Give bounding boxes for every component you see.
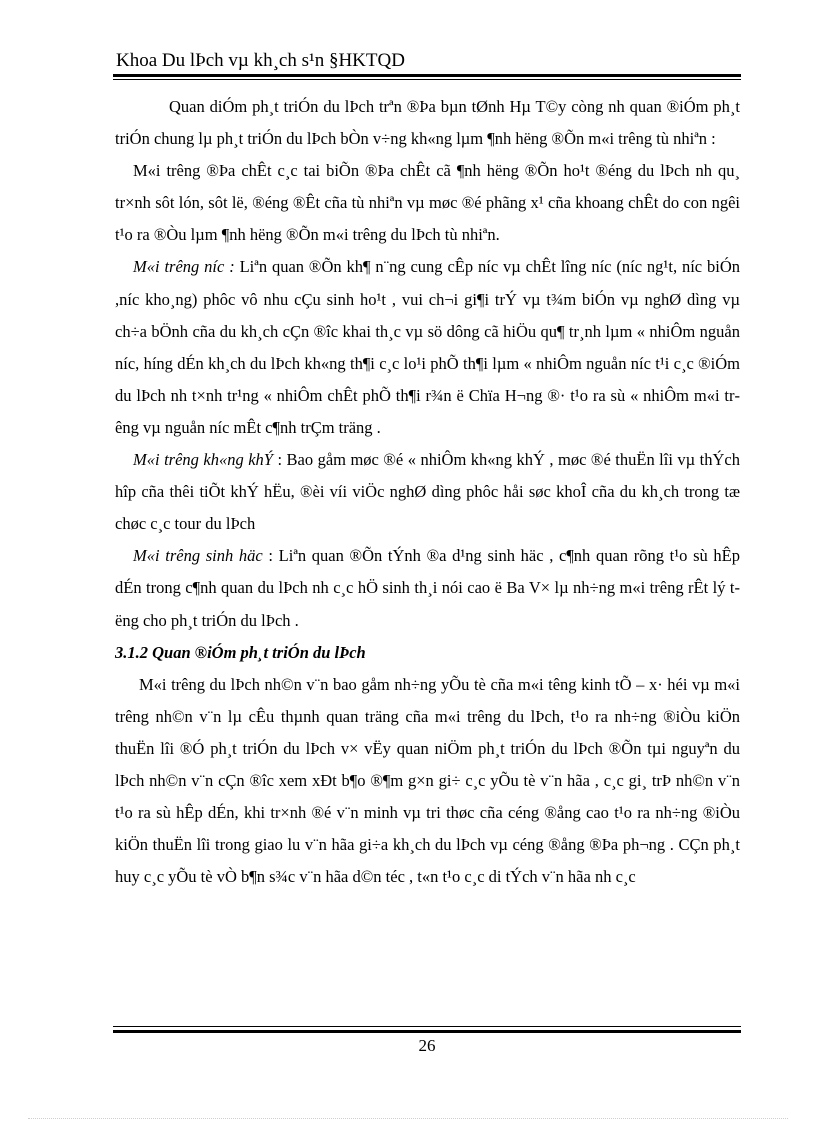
paragraph-lead: M«i trêng níc : [133,257,235,277]
paragraph-text: M«i trêng du lÞch nh©n v¨n bao gåm nh÷ng yÕu tè cña m«i têng kinh tÕ – x· héi vµ m«i trêng nh©n v¨n lµ cÊu thµnh quan träng cña m«i trêng du lÞch, t¹o ra nh÷ng ®iÒu kiÖn thuËn lîi ®Ó ph¸t triÓn du lÞch v× vËy quan niÖm ph¸t triÓn du lÞch ®Õn tµi nguyªn du lÞch nh©n v¨n cÇn ®îc xem xÐt b¶o ®¶m g×n gi÷ c¸c yÕu tè v¨n hãa , c¸c gi¸ trÞ nh©n v¨n t¹o ra sù hÊp dÉn, khi tr×nh ®é v¨n minh vµ tri thøc cña céng ®ång cao t¹o ra nh÷ng ®iÒu kiÖn thuËn lîi trong giao lu v¨n hãa gi÷a kh¸ch du lÞch vµ céng ®ång ®Þa ph¬ng . CÇn ph¸t huy c¸c yÕu tè vÒ b¶n s¾c v¨n hãa d©n téc , t«n t¹o c¸c di tÝch v¨n hãa nh c¸c [115,674,740,887]
paragraph-text: Quan diÓm ph¸t triÓn du lÞch trªn ®Þa bµn tØnh Hµ T©y còng nh quan ®iÓm ph¸t triÓn chung lµ ph¸t triÓn du lÞch bÒn v÷ng kh«ng lµm ¶nh hëng ®Õn m«i trêng tù nhiªn : [115,97,740,149]
header-rule-thick [113,74,741,77]
paragraph [115,444,740,540]
footer-rule-thin [113,1026,741,1027]
body-text [115,91,740,893]
paragraph-text: : Liªn quan ®Õn tÝnh ®a d¹ng sinh häc , c¶nh quan rõng t¹o sù hÊp dÉn trong c¶nh quan du lÞch nh c¸c hÖ sinh th¸i nói cao ë Ba V× lµ nh÷ng m«i trêng rÊt lý tëng cho ph¸t triÓn du lÞch . [115,546,740,630]
paragraph [115,155,740,251]
paragraph-text: M«i trêng ®Þa chÊt c¸c tai biÕn ®Þa chÊt cã ¶nh hëng ®Õn ho¹t ®éng du lÞch nh qu¸ tr×nh sôt lón, sôt lë, ®éng ®Êt cña tù nhiªn vµ møc ®é phãng x¹ cña khoang chÊt do con ngêi t¹o ra ®Òu lµm ¶nh hëng ®Õn m«i trêng du lÞch tù nhiªn. [115,161,740,245]
running-header: Khoa Du lÞch vµ kh¸ch s¹n §HKTQD [116,50,405,71]
paragraph-lead: M«i trêng sinh häc [133,546,263,566]
page-edge-dotted-line [28,1118,788,1119]
paragraph [115,91,740,155]
footer-rule-thick [113,1030,741,1033]
paragraph-text: Liªn quan ®Õn kh¶ n¨ng cung cÊp níc vµ chÊt lîng níc (níc ng¹t, níc biÓn ,níc kho¸ng) phôc vô nhu cÇu sinh ho¹t , vui ch¬i gi¶i trÝ vµ t¾m biÓn vµ nghØ dìng vµ ch÷a bÖnh cña du kh¸ch cÇn ®îc khai th¸c vµ sö dông cã hiÖu qu¶ tr¸nh lµm « nhiÔm nguån níc, híng dÉn kh¸ch du lÞch kh«ng th¶i c¸c lo¹i phÕ th¶i lµm « nhiÔm nguån níc t¹i c¸c ®iÓm du lÞch nh t×nh tr¹ng « nhiÔm chÊt phÕ th¶i r¾n ë Chïa H¬ng ®· t¹o ra sù « nhiÔm m«i trêng vµ nguån níc mÊt c¶nh trÇm träng . [115,257,740,437]
header-rule-thin [113,79,741,80]
paragraph [115,251,740,444]
paragraph-lead: M«i trêng kh«ng khÝ [133,450,273,470]
section-heading: 3.1.2 Quan ®iÓm ph¸t triÓn du lÞch [115,642,366,662]
page-number: 26 [418,1036,436,1055]
paragraph-text: : Bao gåm møc ®é « nhiÔm kh«ng khÝ , møc ®é thuËn lîi vµ thÝch hîp cña thêi tiÕt khÝ hËu, ®èi víi viÖc nghØ dìng phôc håi søc khoÎ cña du kh¸ch trong tæ chøc c¸c tour du lÞch [115,450,740,534]
paragraph [115,669,740,894]
paragraph [115,540,740,636]
